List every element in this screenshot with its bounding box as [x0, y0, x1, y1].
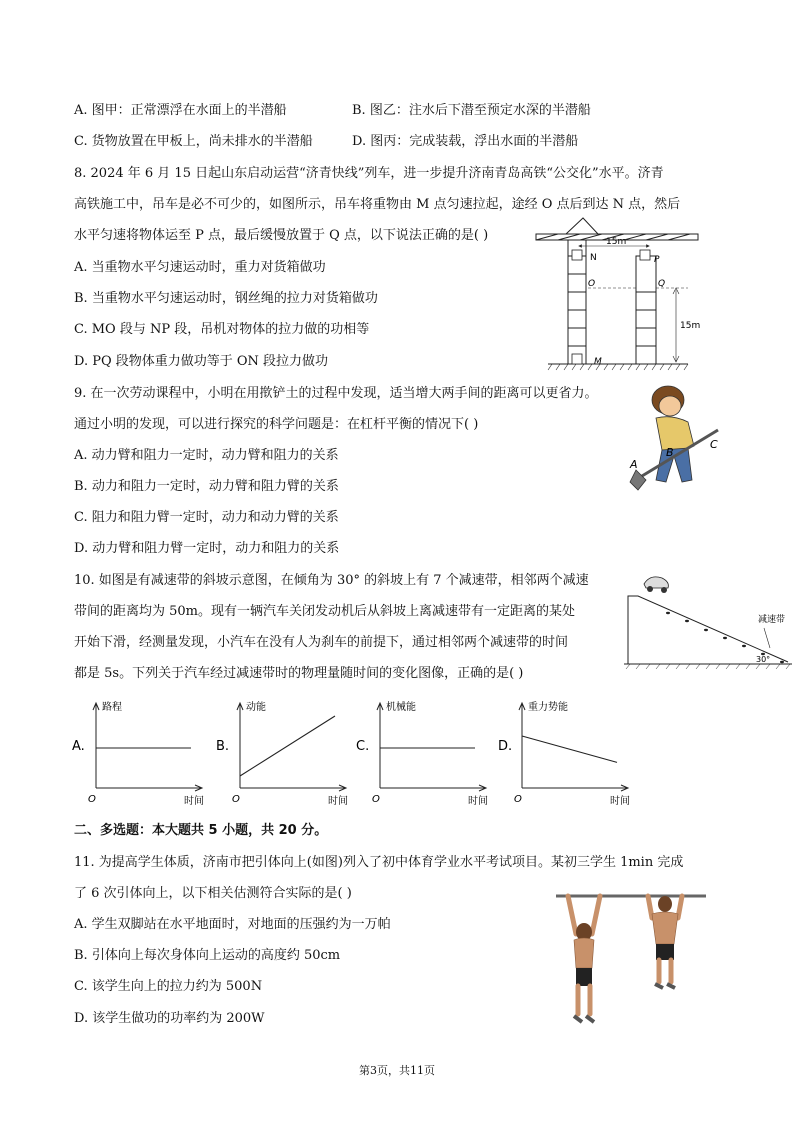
q11-option-c: C. 该学生向上的拉力约为 500N: [74, 979, 263, 994]
slope-angle-label: 30°: [756, 655, 771, 664]
graph-option-label: A.: [72, 739, 85, 754]
graph-x-label: 时间: [468, 796, 488, 807]
graph-curve: [240, 716, 335, 776]
q8-stem-line3: 水平匀速将物体运至 P 点，最后缓慢放置于 Q 点，以下说法正确的是( ): [74, 228, 489, 243]
graph-option-label: C.: [356, 739, 370, 754]
q7-option-a: A. 图甲：正常漂浮在水面上的半潜船: [74, 103, 287, 118]
q8-option-b: B. 当重物水平匀速运动时，钢丝绳的拉力对货箱做功: [74, 291, 378, 306]
graph-origin-label: O: [514, 794, 522, 805]
q10-stem-line3: 开始下滑，经测量发现，小汽车在没有人为刹车的前提下，通过相邻两个减速带的时间: [74, 635, 569, 650]
q10-stem-line1: 10. 如图是有减速带的斜坡示意图，在倾角为 30° 的斜坡上有 7 个减速带，相邻两个减速: [74, 573, 589, 588]
q10-stem-line4: 都是 5s。下列关于汽车经过减速带时的物理量随时间的变化图像，正确的是( ): [74, 666, 524, 681]
shovel-label-b: B: [666, 446, 674, 459]
graph-y-label: 路程: [102, 702, 122, 713]
q8-stem-line1: 8. 2024 年 6 月 15 日起山东启动运营“济青快线”列车，进一步提升济南青岛高铁“公交化”水平。济青: [74, 166, 664, 181]
q8-option-c: C. MO 段与 NP 段，吊机对物体的拉力做的功相等: [74, 322, 370, 337]
q9-option-b: B. 动力和阻力一定时，动力臂和阻力臂的关系: [74, 479, 339, 494]
pullup-figure: [556, 890, 706, 1030]
q9-option-d: D. 动力臂和阻力臂一定时，动力和阻力的关系: [74, 541, 340, 556]
graph-origin-label: O: [232, 794, 240, 805]
q10-graph-b: [214, 694, 354, 806]
q11-stem-line2: 了 6 次引体向上，以下相关估测符合实际的是( ): [74, 886, 352, 901]
crane-label-n: N: [590, 253, 597, 263]
q10-stem-line2: 带间的距离均为 50m。现有一辆汽车关闭发动机后从斜坡上离减速带有一定距离的某处: [74, 604, 576, 619]
q10-graph-c: [354, 694, 494, 806]
crane-width-label: 15m: [606, 237, 627, 247]
q8-option-d: D. PQ 段物体重力做功等于 ON 段拉力做功: [74, 354, 329, 369]
q10-graph-a: [70, 694, 210, 806]
graph-x-label: 时间: [328, 796, 348, 807]
section-2-heading: 二、多选题：本大题共 5 小题，共 20 分。: [74, 823, 328, 838]
crane-label-m: M: [594, 357, 602, 367]
shovel-label-a: A: [630, 458, 638, 471]
q9-stem-line1: 9. 在一次劳动课程中，小明在用揿铲土的过程中发现，适当增大两手间的距离可以更省力。: [74, 386, 598, 401]
graph-y-label: 机械能: [386, 702, 416, 713]
q10-graph-d: [496, 694, 636, 806]
q8-stem-line2: 高铁施工中，吊车是必不可少的，如图所示，吊车将重物由 M 点匀速拉起，途经 O 点后到达 N 点，然后: [74, 197, 681, 212]
q9-stem-line2: 通过小明的发现，可以进行探究的科学问题是：在杠杆平衡的情况下( ): [74, 417, 479, 432]
graph-x-label: 时间: [184, 796, 204, 807]
graph-x-label: 时间: [610, 796, 630, 807]
graph-option-label: B.: [216, 739, 230, 754]
q8-option-a: A. 当重物水平匀速运动时，重力对货箱做功: [74, 260, 326, 275]
q11-option-a: A. 学生双脚站在水平地面时，对地面的压强约为一万帕: [74, 917, 391, 932]
graph-y-label: 动能: [246, 702, 266, 713]
graph-origin-label: O: [88, 794, 96, 805]
q9-option-a: A. 动力臂和阻力一定时，动力臂和阻力的关系: [74, 448, 339, 463]
graph-option-label: D.: [498, 739, 513, 754]
crane-label-q: Q: [658, 279, 666, 289]
graph-y-label: 重力势能: [528, 702, 568, 713]
slope-bump-label: 减速带: [758, 615, 786, 625]
shovel-label-c: C: [710, 438, 718, 451]
q9-option-c: C. 阻力和阻力臂一定时，动力和动力臂的关系: [74, 510, 339, 525]
q11-option-b: B. 引体向上每次身体向上运动的高度约 50cm: [74, 948, 341, 963]
shovel-figure: [622, 384, 732, 496]
page-footer: 第3页，共11页: [359, 1064, 435, 1077]
q11-option-d: D. 该学生做功的功率约为 200W: [74, 1011, 265, 1026]
slope-figure: [618, 566, 794, 670]
crane-height-label: 15m: [680, 321, 701, 331]
crane-label-p: P: [654, 255, 660, 265]
q7-option-b: B. 图乙：注水后下潜至预定水深的半潜船: [352, 103, 591, 118]
q11-stem-line1: 11. 为提高学生体质，济南市把引体向上(如图)列入了初中体育学业水平考试项目。某初三学生 1min 完成: [74, 855, 684, 870]
crane-figure: [528, 216, 708, 370]
graph-curve: [522, 736, 617, 762]
q7-option-d: D. 图丙：完成装载，浮出水面的半潜船: [352, 134, 579, 149]
q7-option-c: C. 货物放置在甲板上，尚未排水的半潜船: [74, 134, 313, 149]
crane-label-o: O: [588, 279, 596, 289]
graph-origin-label: O: [372, 794, 380, 805]
